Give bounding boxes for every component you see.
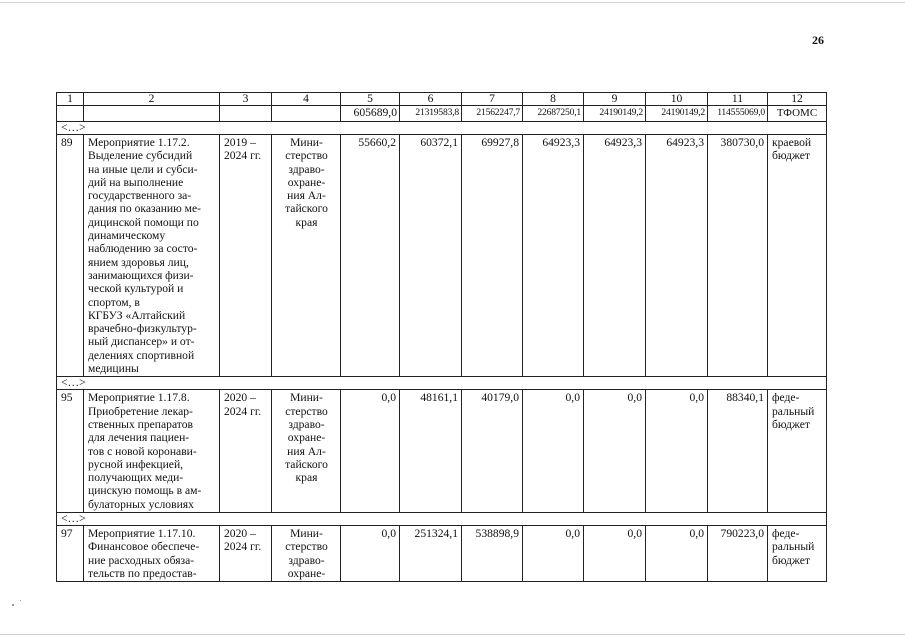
totals-cell bbox=[57, 106, 84, 122]
page-number: 26 bbox=[812, 33, 824, 47]
measure-description: Мероприятие 1.17.8. Приобретение лекар- ственных препаратов для лечения пациен- тов с новой коронави- русной инфекцией, получающих меди- цинскую помощь в ам- булаторных условиях bbox=[84, 390, 220, 513]
column-number: 4 bbox=[272, 93, 341, 106]
value-cell: 69927,8 bbox=[462, 135, 523, 377]
measure-description: Мероприятие 1.17.10. Финансовое обеспече- ние расходных обяза- тельств по предостав- bbox=[84, 526, 220, 582]
executor-cell: Мини- стерство здраво- охране- bbox=[272, 526, 341, 582]
totals-cell: 24190149,2 bbox=[646, 106, 708, 122]
value-cell: 0,0 bbox=[584, 390, 646, 513]
table-row bbox=[57, 135, 827, 377]
total-cell: 88340,1 bbox=[708, 390, 768, 513]
value-cell: 0,0 bbox=[341, 526, 400, 582]
column-number: 10 bbox=[646, 93, 708, 106]
totals-cell bbox=[272, 106, 341, 122]
value-cell: 64923,3 bbox=[646, 135, 708, 377]
ellipsis-marker: <…> bbox=[57, 122, 827, 135]
column-number: 8 bbox=[523, 93, 584, 106]
column-number: 5 bbox=[341, 93, 400, 106]
value-cell: 55660,2 bbox=[341, 135, 400, 377]
value-cell: 60372,1 bbox=[400, 135, 462, 377]
table-row bbox=[57, 390, 827, 513]
ellipsis-row bbox=[57, 513, 827, 526]
ellipsis-row bbox=[57, 122, 827, 135]
period-cell: 2020 – 2024 гг. bbox=[220, 526, 272, 582]
value-cell: 0,0 bbox=[646, 390, 708, 513]
totals-source-cell: ТФОМС bbox=[768, 106, 827, 122]
period-cell: 2020 – 2024 гг. bbox=[220, 390, 272, 513]
column-number: 7 bbox=[462, 93, 523, 106]
totals-cell: 24190149,2 bbox=[584, 106, 646, 122]
totals-cell: 605689,0 bbox=[341, 106, 400, 122]
scan-speck bbox=[12, 604, 14, 606]
value-cell: 64923,3 bbox=[584, 135, 646, 377]
totals-cell: 114555069,0 bbox=[708, 106, 768, 122]
measure-description: Мероприятие 1.17.2. Выделение субсидий на иные цели и субси- дий на выполнение государственного за- дания по оказанию ме- дицинской помощи по динамическому наблюдению за состо- янием здоровья лиц, занимающихся физи- ческой культурой и спортом, в КГБУЗ «Алтайский врачебно-физкультур- ный диспансер» и от- делениях спортивной медицины bbox=[84, 135, 220, 377]
ellipsis-row bbox=[57, 377, 827, 390]
totals-cell: 22687250,1 bbox=[523, 106, 584, 122]
column-number: 11 bbox=[708, 93, 768, 106]
ellipsis-marker: <…> bbox=[57, 513, 827, 526]
value-cell: 48161,1 bbox=[400, 390, 462, 513]
executor-cell: Мини- стерство здраво- охране- ния Ал- тайского края bbox=[272, 390, 341, 513]
budget-table bbox=[56, 92, 827, 582]
totals-cell: 21562247,7 bbox=[462, 106, 523, 122]
value-cell: 0,0 bbox=[523, 526, 584, 582]
period-cell: 2019 – 2024 гг. bbox=[220, 135, 272, 377]
totals-cell: 21319583,8 bbox=[400, 106, 462, 122]
total-cell: 790223,0 bbox=[708, 526, 768, 582]
scan-edge-top bbox=[0, 2, 905, 3]
total-cell: 380730,0 bbox=[708, 135, 768, 377]
scan-speck bbox=[20, 600, 21, 601]
executor-cell: Мини- стерство здраво- охране- ния Ал- тайского края bbox=[272, 135, 341, 377]
column-number: 9 bbox=[584, 93, 646, 106]
totals-cell bbox=[220, 106, 272, 122]
value-cell: 251324,1 bbox=[400, 526, 462, 582]
value-cell: 0,0 bbox=[341, 390, 400, 513]
column-number: 3 bbox=[220, 93, 272, 106]
column-numbers-row bbox=[57, 93, 827, 106]
value-cell: 0,0 bbox=[584, 526, 646, 582]
column-number: 6 bbox=[400, 93, 462, 106]
funding-source-cell: феде- ральный бюджет bbox=[768, 526, 827, 582]
column-number: 2 bbox=[84, 93, 220, 106]
funding-source-cell: краевой бюджет bbox=[768, 135, 827, 377]
totals-cell bbox=[84, 106, 220, 122]
column-number: 1 bbox=[57, 93, 84, 106]
funding-source-cell: феде- ральный бюджет bbox=[768, 390, 827, 513]
row-number: 89 bbox=[57, 135, 84, 377]
scan-edge-bottom bbox=[0, 634, 905, 635]
value-cell: 64923,3 bbox=[523, 135, 584, 377]
value-cell: 0,0 bbox=[523, 390, 584, 513]
ellipsis-marker: <…> bbox=[57, 377, 827, 390]
value-cell: 40179,0 bbox=[462, 390, 523, 513]
row-number: 97 bbox=[57, 526, 84, 582]
table-row bbox=[57, 526, 827, 582]
totals-row bbox=[57, 106, 827, 122]
value-cell: 538898,9 bbox=[462, 526, 523, 582]
row-number: 95 bbox=[57, 390, 84, 513]
value-cell: 0,0 bbox=[646, 526, 708, 582]
column-number: 12 bbox=[768, 93, 827, 106]
